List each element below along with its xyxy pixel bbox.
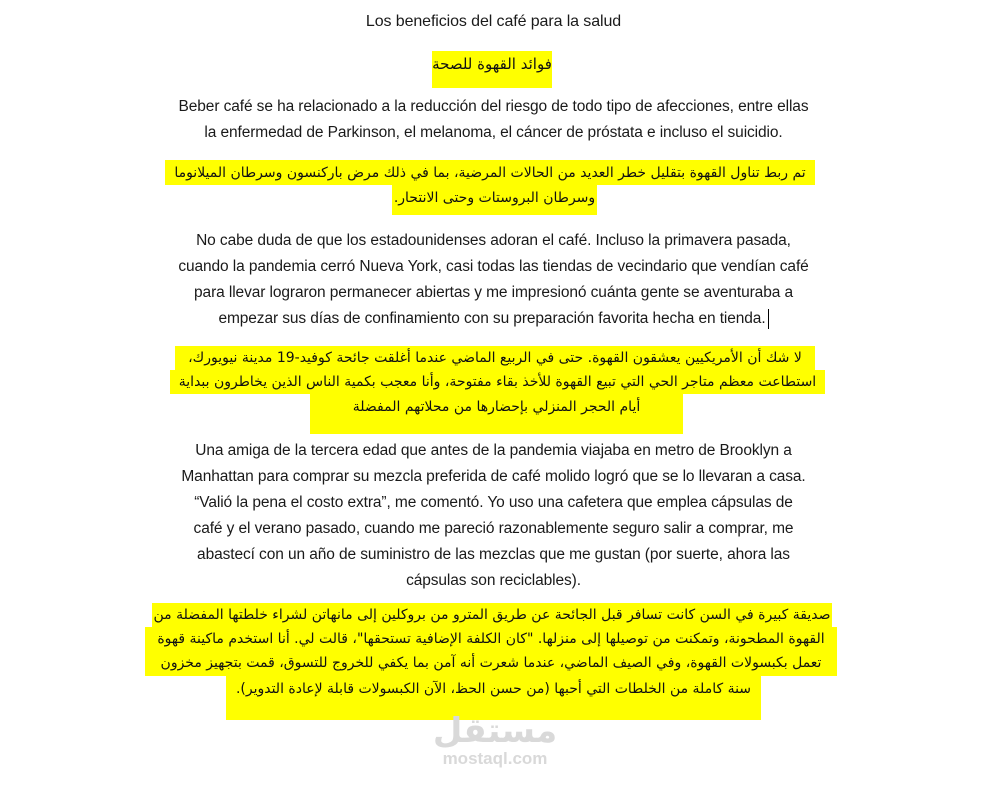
text-line: Una amiga de la tercera edad que antes de la pandemia viajaba en metro de Brooklyn a — [195, 442, 792, 459]
watermark-logo-arabic: مستقل — [432, 711, 558, 751]
watermark-logo-latin: mostaql.com — [442, 749, 548, 768]
watermark — [430, 712, 560, 768]
paragraph-ar-3-line-4: سنة كاملة من الخلطات التي أحبها (من حسن الحظ، الآن الكبسولات قابلة لإعادة التدوير). — [235, 681, 752, 697]
text-line: “Valió la pena el costo extra”, me comentó. Yo uso una cafetera que emplea cápsulas de — [194, 494, 793, 511]
text-line: abastecí con un año de suministro de las mezclas que me gustan (por suerte, ahora las — [197, 546, 790, 563]
text-line: la enfermedad de Parkinson, el melanoma, el cáncer de próstata e incluso el suicidio. — [204, 124, 783, 141]
paragraph-ar-2-line-1: لا شك أن الأمريكيين يعشقون القهوة. حتى في الربيع الماضي عندما أغلقت جائحة كوفيد-19 مدينة نيويورك، — [188, 350, 802, 366]
paragraph-ar-1-line-2: وسرطان البروستات وحتى الانتحار. — [393, 190, 596, 206]
paragraph-ar-2-line-3: أيام الحجر المنزلي بإحضارها من محلاتهم المفضلة — [352, 399, 641, 415]
text-line: Manhattan para comprar su mezcla preferida de café molido logró que se lo llevaran a casa. — [181, 468, 806, 485]
paragraph-ar-3-line-1: صديقة كبيرة في السن كانت تسافر قبل الجائحة عن طريق المترو من بروكلين إلى مانهاتن لشراء خلطتها المفضلة من — [153, 607, 831, 623]
paragraph-es-2 — [0, 228, 987, 332]
title-arabic: فوائد القهوة للصحة — [432, 55, 552, 73]
text-line: para llevar lograron permanecer abiertas y me impresionó cuánta gente se aventuraba a — [194, 284, 793, 301]
text-line: café y el verano pasado, cuando me pareció razonablemente seguro salir a comprar, me — [193, 520, 794, 537]
title-spanish — [0, 11, 987, 33]
paragraph-ar-3-line-2: القهوة المطحونة، وتمكنت من توصيلها إلى منزلها. "كان الكلفة الإضافية تستحقها"، قالت لي. أنا استخدم ماكينة قهوة — [157, 631, 825, 647]
text-line: cápsulas son reciclables). — [406, 572, 581, 589]
text-line: cuando la pandemia cerró Nueva York, casi todas las tiendas de vecindario que vendían café — [178, 258, 809, 275]
paragraph-ar-1-line-1: تم ربط تناول القهوة بتقليل خطر العديد من الحالات المرضية، بما في ذلك مرض باركنسون وسرطان الميلانوما — [174, 165, 806, 181]
paragraph-ar-3-line-3: تعمل بكبسولات القهوة، وفي الصيف الماضي، عندما شعرت أنه آمن بما يكفي للخروج للتسوق، قمت بتجهيز مخزون — [160, 655, 822, 671]
text-line: No cabe duda de que los estadounidenses adoran el café. Incluso la primavera pasada, — [196, 232, 791, 249]
text-line: empezar sus días de confinamiento con su preparación favorita hecha en tienda. — [218, 310, 766, 327]
text-cursor[interactable] — [768, 309, 769, 329]
text-line: Beber café se ha relacionado a la reducción del riesgo de todo tipo de afecciones, entre ellas — [178, 98, 809, 115]
paragraph-es-3 — [0, 438, 987, 594]
paragraph-es-1 — [0, 94, 987, 146]
paragraph-ar-2-line-2: استطاعت معظم متاجر الحي التي تبيع القهوة للأخذ بقاء مفتوحة، وأنا معجب بكمية الناس الذين يخاطرون ببداية — [178, 374, 817, 390]
text-line-with-cursor — [0, 306, 987, 332]
title-spanish-text: Los beneficios del café para la salud — [365, 13, 622, 30]
